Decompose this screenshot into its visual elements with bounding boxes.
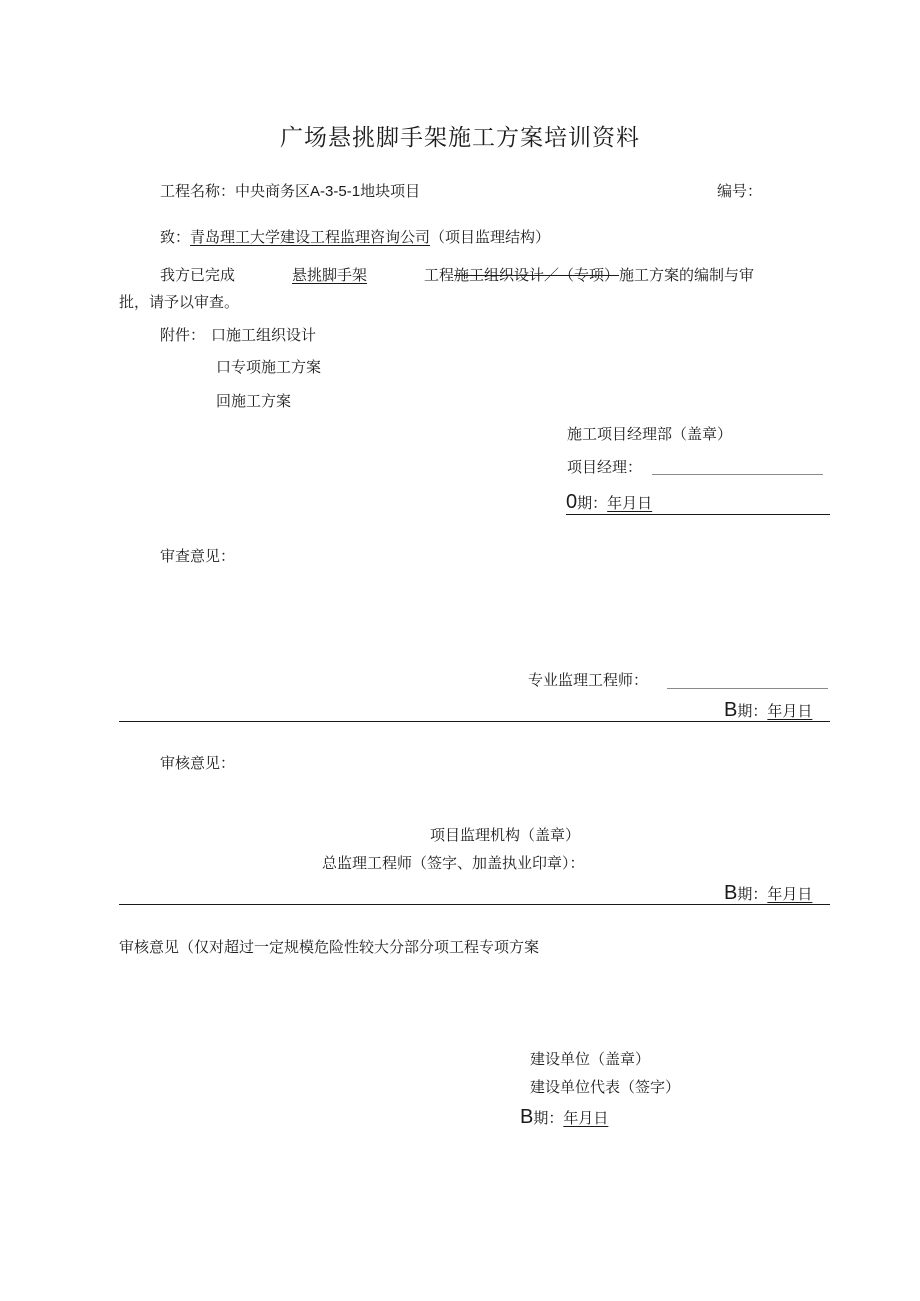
date-prefix-glyph: 0 [566, 491, 578, 513]
chief-engineer-label: 总监理工程师（签字、加盖执业印章）： [322, 854, 585, 872]
contractor-dept: 施工项目经理部（盖章） [567, 425, 733, 443]
date-prefix-glyph: B [724, 882, 738, 904]
project-name-prefix: 中央商务区 [235, 182, 311, 200]
final-opinion-label: 审核意见（仅对超过一定规模危险性较大分部分项工程专项方案 [119, 938, 540, 956]
addressee-company: 青岛理工大学建设工程监理咨询公司 [190, 228, 431, 246]
section-divider [119, 904, 830, 905]
page-title: 广场悬挑脚手架施工方案培训资料 [280, 125, 640, 151]
final-date [520, 1107, 608, 1127]
addressee-prefix: 致： [160, 228, 191, 246]
date-label: 期： [533, 1109, 564, 1127]
attachment-item: 口专项施工方案 [216, 358, 322, 376]
date-label: 期： [737, 885, 768, 903]
statement-line1-rest [424, 268, 754, 283]
statement-item: 悬挑脚手架 [292, 266, 368, 284]
statement-part2: 工程 [424, 266, 455, 284]
audit-opinion-label: 审核意见： [160, 754, 236, 772]
date-value: 年月日 [767, 885, 813, 903]
addressee-note: （项目监理结构） [430, 228, 551, 246]
supervising-engineer-signature-line [667, 688, 828, 689]
project-code: A-3-5-1 [310, 183, 361, 200]
date-value: 年月日 [607, 494, 653, 512]
review-opinion-label: 审查意见： [160, 547, 236, 565]
date-value: 年月日 [563, 1109, 609, 1127]
attachment-item: 口施工组织设计 [211, 326, 317, 344]
statement-part3: 施工方案的编制与审 [619, 266, 755, 284]
date-value: 年月日 [767, 702, 813, 720]
supervising-engineer-label: 专业监理工程师： [528, 671, 649, 689]
audit-date [724, 883, 812, 903]
supervision-org-seal: 项目监理机构（盖章） [430, 826, 581, 844]
project-manager-label: 项目经理： [567, 458, 643, 476]
review-date [724, 700, 812, 720]
contractor-date-rule [566, 514, 830, 515]
project-name-label: 工程名称： [160, 182, 236, 200]
date-label: 期： [737, 702, 768, 720]
statement-line2: 批，请予以审查。 [119, 293, 240, 311]
owner-unit-seal: 建设单位（盖章） [530, 1050, 651, 1068]
project-name-row [160, 184, 420, 199]
number-label: 编号： [717, 182, 763, 200]
project-manager-signature-line [652, 474, 823, 475]
attachment-item: 回施工方案 [216, 392, 292, 410]
contractor-date [566, 492, 652, 512]
statement-struck: 施工组织设计／（专项） [454, 266, 620, 284]
owner-rep-label: 建设单位代表（签字） [530, 1078, 681, 1096]
project-name-suffix: 地块项目 [360, 182, 421, 200]
attachment-label: 附件： [160, 326, 206, 344]
date-label: 期： [577, 494, 608, 512]
date-prefix-glyph: B [520, 1106, 534, 1128]
statement-part1: 我方已完成 [160, 266, 236, 284]
addressee-row [160, 230, 550, 245]
date-prefix-glyph: B [724, 699, 738, 721]
section-divider [119, 721, 830, 722]
